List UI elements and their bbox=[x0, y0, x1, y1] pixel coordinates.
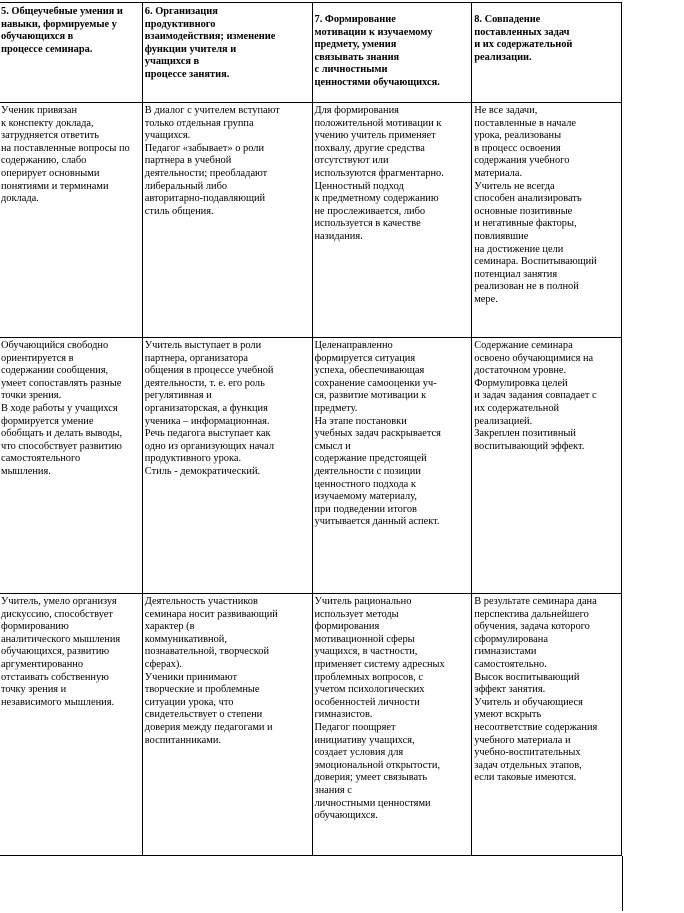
table-frame-edge bbox=[622, 856, 623, 911]
table-row bbox=[0, 103, 622, 338]
table-cell: В диалог с учителем вступают только отдельная группа учащихся. Педагог «забывает» о роли партнера в учебной деятельности; преобладают либеральный либо авторитарно-подавляющий стиль общения. bbox=[142, 103, 312, 338]
table-cell: Содержание семинара освоено обучающимися на достаточном уровне. Формулировка целей и задач задания совпадает с их содержательной реализацией. Закреплен позитивный воспитывающий эффект. bbox=[472, 338, 622, 594]
header-cell-6: 6. Организация продуктивного взаимодействия; изменение функции учителя и учащихся в процессе занятия. bbox=[142, 3, 312, 103]
table-cell: Для формирования положительной мотивации к учению учитель применяет похвалу, другие средства отсутствуют или используются фрагментарно. Ценностный подход к предметному содержанию не прослеживается, либо используется в качестве назидания. bbox=[312, 103, 472, 338]
table-cell: Целенаправленно формируется ситуация успеха, обеспечивающая сохранение самооценки уч- ся, развитие мотивации к предмету. На этапе постановки учебных задач раскрывается смысл и содержание предстоящей деятельности с позиции ценностного подхода к изучаемому материалу, при подведении итогов учитывается данный аспект. bbox=[312, 338, 472, 594]
table-header-row bbox=[0, 3, 622, 103]
table-cell: Деятельность участников семинара носит развивающий характер (в коммуникативной, познавательной, творческой сферах). Ученики принимают творческие и проблемные ситуации урока, что свидетельствует о степени доверия между педагогами и воспитанниками. bbox=[142, 594, 312, 856]
table-cell: Обучающийся свободно ориентируется в содержании сообщения, умеет сопоставлять разные точки зрения. В ходе работы у учащихся формируется умение обобщать и делать выводы, что способствует развитию самостоятельного мышления. bbox=[0, 338, 142, 594]
table-cell: Учитель выступает в роли партнера, организатора общения в процессе учебной деятельности, т. е. его роль регулятивная и организаторская, а функция ученика – информационная. Речь педагога выступает как одно из организующих начал продуктивного урока. Стиль - демократический. bbox=[142, 338, 312, 594]
header-cell-7: 7. Формирование мотивации к изучаемому предмету, умения связывать знания с личностными ценностями обучающихся. bbox=[312, 3, 472, 103]
table-cell: Учитель, умело организуя дискуссию, способствует формированию аналитического мышления обучающихся, развитию аргументированно отстаивать собственную точку зрения и независимого мышления. bbox=[0, 594, 142, 856]
table-row bbox=[0, 338, 622, 594]
header-cell-5: 5. Общеучебные умения и навыки, формируемые у обучающихся в процессе семинара. bbox=[0, 3, 142, 103]
table-cell: Учитель рационально использует методы формирования мотивационной сферы учащихся, в частности, применяет систему адресных проблемных вопросов, с учетом психологических особенностей личности гимназистов. Педагог поощряет инициативу учащихся, создает условия для эмоциональной открытости, доверия; умеет связывать знания с личностными ценностями обучающихся. bbox=[312, 594, 472, 856]
header-cell-8: 8. Совпадение поставленных задач и их содержательной реализации. bbox=[472, 3, 622, 103]
table-row bbox=[0, 594, 622, 856]
table-cell: В результате семинара дана перспектива дальнейшего обучения, задача которого сформулирована гимназистами самостоятельно. Высок воспитывающий эффект занятия. Учитель и обучающиеся умеют вскрыть несоответствие содержания учебного материала и учебно-воспитательных задач отдельных этапов, если таковые имеются. bbox=[472, 594, 622, 856]
evaluation-criteria-table bbox=[0, 2, 622, 856]
table-cell: Не все задачи, поставленные в начале урока, реализованы в процесс освоения содержания учебного материала. Учитель не всегда способен анализировать основные позитивные и негативные факторы, повлиявшие на достижение цели семинара. Воспитывающий потенциал занятия реализован не в полной мере. bbox=[472, 103, 622, 338]
table-cell: Ученик привязан к конспекту доклада, затрудняется ответить на поставленные вопросы по содержанию, слабо оперирует основными понятиями и терминами доклада. bbox=[0, 103, 142, 338]
